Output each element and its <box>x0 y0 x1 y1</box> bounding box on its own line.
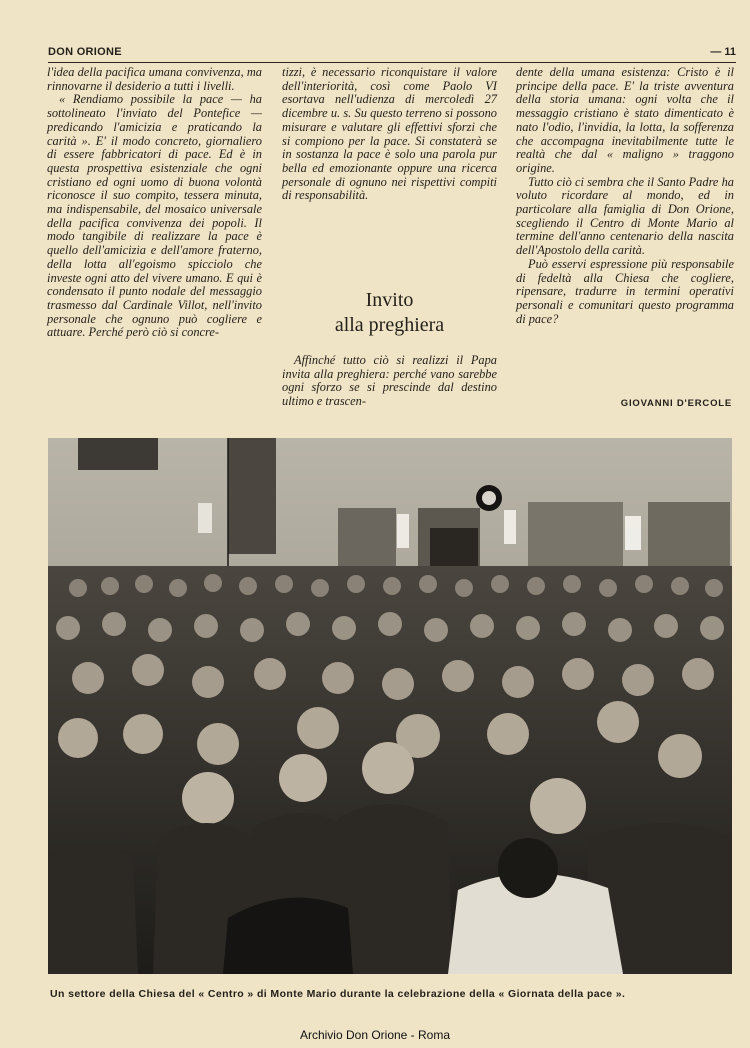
paragraph: Può esservi espressione più responsabile di fedeltà alla Chiesa che cogliere, ripensare, tradurre in termini operativi personali e comunitari questo programma di pace? <box>516 256 734 326</box>
section-heading-line-1: Invito <box>365 289 414 311</box>
page-number: — 11 <box>710 46 736 58</box>
archive-watermark: Archivio Don Orione - Roma <box>299 1028 451 1042</box>
paragraph: Tutto ciò ci sembra che il Santo Padre ha voluto ricordare al mondo, ed in particolare alla famiglia di Don Orione, scegliendo il Centro di Monte Mario al termine dell'anno centenario della nascita dell'Apostolo della carità. <box>516 174 734 258</box>
section-heading-line-2: alla preghiera <box>334 314 445 336</box>
photo-caption: Un settore della Chiesa del « Centro » di Monte Mario durante la celebrazione della « Giornata della pace ». <box>50 988 626 1000</box>
article-column-1 <box>47 66 262 340</box>
page-header <box>48 46 736 63</box>
paragraph: dente della umana esistenza: Cristo è il principe della pace. E' la triste avventura della storia umana: ogni volta che il messaggio cristiano è stato dimenticato è nato l'odio, l'invidia, la lotta, la sofferenza che accompagna inevitabilmente tutte le realtà che dal « maligno » traggono origine. <box>516 65 734 175</box>
article-column-2 <box>282 66 497 203</box>
paragraph: tizzi, è necessario riconquistare il valore dell'interiorità, così come Paolo VI esortava nell'udienza di mercoledì 27 dicembre u. s. Su questo terreno si possono misurare e valutare gli effettivi sforzi che si compiono per la pace. Si constaterà se in sostanza la pace è solo una parola pur bella ed emozionante oppure una ricerca personale di ognuno nei rispettivi compiti di responsabilità. <box>282 65 497 203</box>
article-column-3 <box>516 66 734 326</box>
photo-illustration <box>48 438 732 974</box>
church-assembly-photo <box>48 438 732 974</box>
author-signature: GIOVANNI D'ERCOLE <box>620 398 732 409</box>
article-column-2-continued <box>282 354 497 409</box>
section-heading <box>282 288 497 338</box>
paragraph: Affinché tutto ciò si realizzi il Papa invita alla preghiera: perché vano sarebbe ogni sforzo se si prescinde dal destino ultimo e trascen- <box>282 353 497 409</box>
paragraph: l'idea della pacifica umana convivenza, ma rinnovarne il desiderio a tutti i livelli. <box>47 65 262 93</box>
magazine-name: DON ORIONE <box>48 46 122 58</box>
paragraph: « Rendiamo possibile la pace — ha sottolineato l'inviato del Pontefice — predicando l'amicizia e praticando la carità ». E' il modo concreto, giornaliero di essere fabbricatori di pace. Ed è in questa prospettiva esistenziale che ogni cristiano ed ogni uomo di buona volontà riconosce il suo compito, tessera minuta, ma indispensabile, del mosaico universale della pacifica convivenza dei popoli. Il modo tangibile di realizzare la pace è quello dell'amicizia e dell'amore fraterno, della lotta all'egoismo spicciolo che investe ogni atto del vivere umano. E qui è condensato il punto nodale del messaggio trasmesso dal Cardinale Villot, nell'invito personale che ognuno può cogliere e attuare. Perché però ciò si concre- <box>47 92 262 340</box>
